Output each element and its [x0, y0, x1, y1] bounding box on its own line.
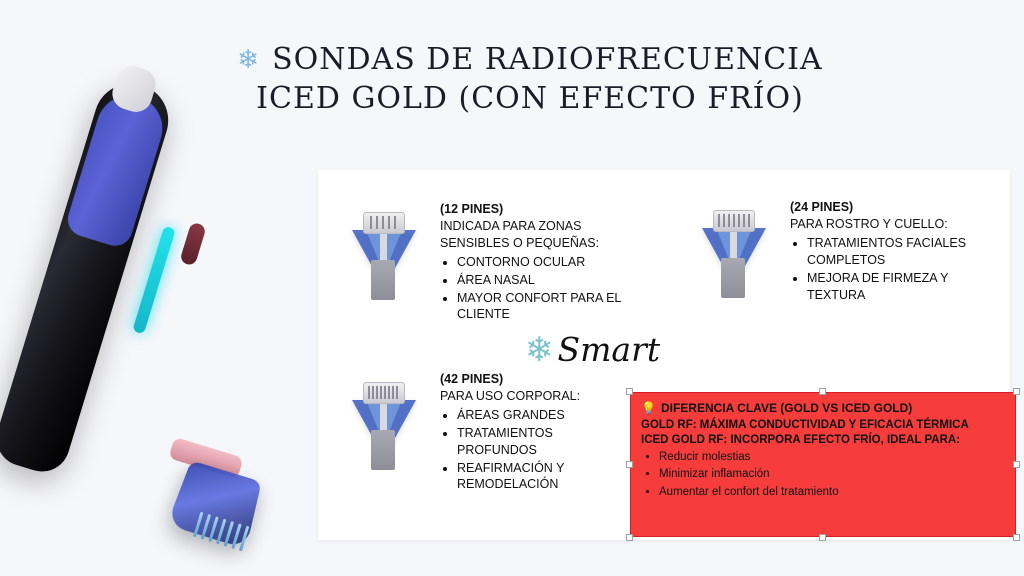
- list-item: • MEJORA DE FIRMEZA Y TEXTURA: [807, 270, 980, 304]
- lightbulb-icon: 💡: [641, 401, 656, 415]
- tip-pins-label-12: (12 PINES): [440, 202, 504, 216]
- tip-list-42: [440, 407, 630, 493]
- list-item: • TRATAMIENTOS FACIALES COMPLETOS: [807, 235, 980, 269]
- list-item: • Aumentar el confort del tratamiento: [659, 484, 1005, 501]
- device-photo: [10, 75, 310, 545]
- list-item: • TRATAMIENTOS PROFUNDOS: [457, 425, 630, 459]
- highlight-gold-text: MÁXIMA CONDUCTIVIDAD Y EFICACIA TÉRMICA: [696, 419, 969, 431]
- tip-text-24: [790, 200, 980, 304]
- snowflake-icon: ❄: [237, 44, 261, 75]
- flower-icon: ❄: [525, 330, 554, 369]
- device-led-strip: [132, 226, 176, 335]
- tip-lead-42: PARA USO CORPORAL:: [440, 389, 581, 403]
- selection-handle-middle-right[interactable]: [1013, 461, 1020, 468]
- probe-illustration-42: [338, 370, 430, 470]
- probe-illustration-12: [338, 200, 430, 300]
- highlight-title-row: [641, 401, 1005, 415]
- selection-handle-bottom-center[interactable]: [819, 534, 826, 541]
- list-item: • CONTORNO OCULAR: [457, 254, 640, 271]
- tip-lead-12: INDICADA PARA ZONAS SENSIBLES O PEQUEÑAS:: [440, 219, 600, 250]
- selection-handle-top-left[interactable]: [626, 388, 633, 395]
- tip-text-42: [440, 372, 630, 494]
- selection-handle-top-center[interactable]: [819, 388, 826, 395]
- selection-handle-middle-left[interactable]: [626, 461, 633, 468]
- selection-handle-top-right[interactable]: [1013, 388, 1020, 395]
- tip-lead-24: PARA ROSTRO Y CUELLO:: [790, 217, 948, 231]
- selection-handle-bottom-left[interactable]: [626, 534, 633, 541]
- tip-list-24: [790, 235, 980, 304]
- highlight-list: [641, 449, 1005, 501]
- highlight-box: [630, 392, 1016, 537]
- list-item: • REAFIRMACIÓN Y REMODELACIÓN: [457, 460, 630, 494]
- device-button: [179, 222, 207, 267]
- title-text-line2: ICED GOLD (CON EFECTO FRÍO): [256, 81, 804, 116]
- highlight-line-iced: [641, 434, 1005, 446]
- highlight-iced-label: ICED GOLD RF:: [641, 434, 728, 446]
- brand-name: Smart: [557, 330, 661, 369]
- tip-list-12: [440, 254, 640, 324]
- brand-logo: [525, 330, 660, 369]
- highlight-gold-label: GOLD RF:: [641, 419, 697, 431]
- tip-pins-label-24: (24 PINES): [790, 200, 854, 214]
- title-line-one: [210, 40, 850, 79]
- tip-text-12: [440, 202, 640, 324]
- selection-handle-bottom-right[interactable]: [1013, 534, 1020, 541]
- highlight-title: DIFERENCIA CLAVE (GOLD VS ICED GOLD): [660, 401, 913, 415]
- list-item: • ÁREA NASAL: [457, 272, 640, 289]
- list-item: • MAYOR CONFORT PARA EL CLIENTE: [457, 290, 640, 324]
- probe-illustration-24: [688, 198, 780, 298]
- highlight-line-gold: [641, 419, 1005, 431]
- list-item: • Minimizar inflamación: [659, 466, 1005, 483]
- list-item: • ÁREAS GRANDES: [457, 407, 630, 424]
- list-item: • Reducir molestias: [659, 449, 1005, 466]
- highlight-iced-text: INCORPORA EFECTO FRÍO, IDEAL PARA:: [727, 434, 961, 446]
- title-text-line1: SONDAS DE RADIOFRECUENCIA: [272, 42, 823, 77]
- tip-pins-label-42: (42 PINES): [440, 372, 504, 386]
